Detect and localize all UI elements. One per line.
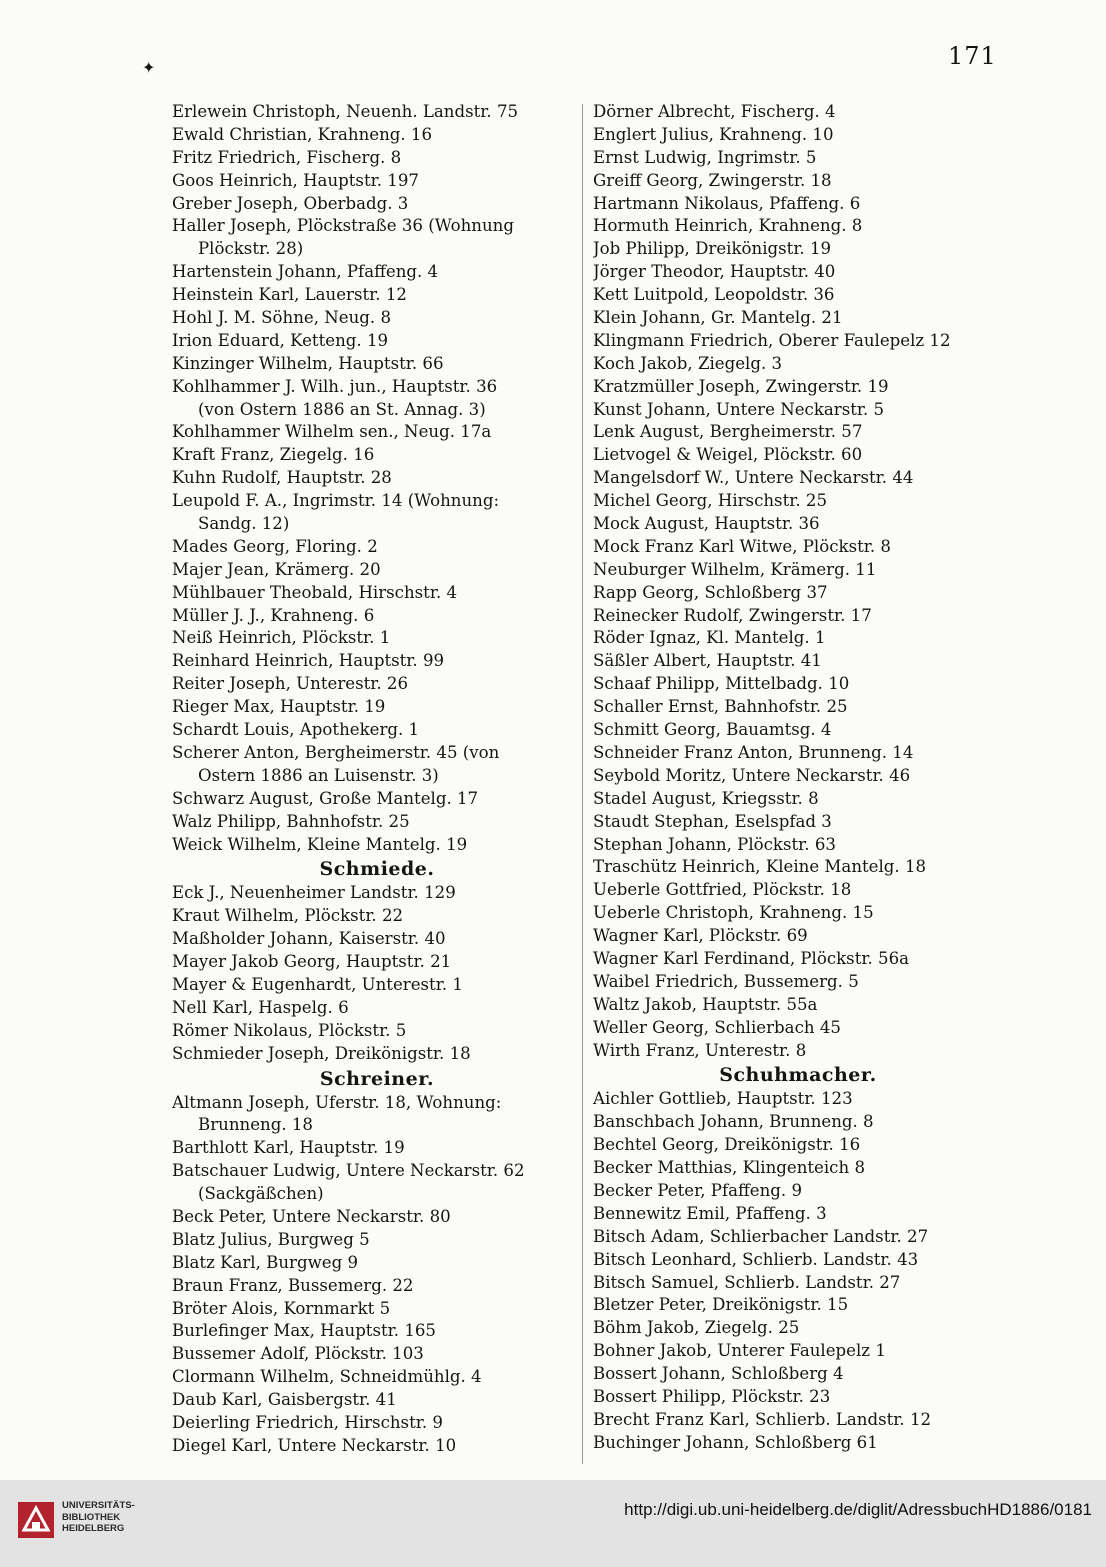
directory-entry: Haller Joseph, Plöckstraße 36 (Wohnung: [172, 216, 514, 236]
directory-entry: Kett Luitpold, Leopoldstr. 36: [593, 285, 835, 305]
directory-entry: Staudt Stephan, Eselspfad 3: [593, 811, 832, 831]
directory-entry: Becker Peter, Pfaffeng. 9: [593, 1180, 803, 1200]
directory-entry: Kohlhammer Wilhelm sen., Neug. 17a: [172, 422, 492, 442]
directory-entry: Mock Franz Karl Witwe, Plöckstr. 8: [593, 536, 891, 556]
directory-entry: Hartenstein Johann, Pfaffeng. 4: [172, 262, 439, 282]
directory-entry: Römer Nikolaus, Plöckstr. 5: [172, 1020, 407, 1040]
directory-entry: Diegel Karl, Untere Neckarstr. 10: [172, 1435, 457, 1455]
directory-entry: Reiter Joseph, Unterestr. 26: [172, 674, 409, 694]
directory-entry: Mayer & Eugenhardt, Unterestr. 1: [172, 974, 463, 994]
directory-entry: Kratzmüller Joseph, Zwingerstr. 19: [593, 376, 889, 396]
directory-entry: Kuhn Rudolf, Hauptstr. 28: [172, 468, 392, 488]
directory-entry: Mühlbauer Theobald, Hirschstr. 4: [172, 582, 458, 602]
column-divider: [582, 104, 583, 1464]
directory-entry: Koch Jakob, Ziegelg. 3: [593, 353, 783, 373]
directory-entry: Fritz Friedrich, Fischerg. 8: [172, 147, 402, 167]
directory-entry: Neiß Heinrich, Plöckstr. 1: [172, 628, 391, 648]
directory-entry: Batschauer Ludwig, Untere Neckarstr. 62: [172, 1161, 525, 1181]
directory-entry: Bletzer Peter, Dreikönigstr. 15: [593, 1295, 849, 1315]
directory-entry: Leupold F. A., Ingrimstr. 14 (Wohnung:: [172, 491, 500, 511]
directory-entry: Böhm Jakob, Ziegelg. 25: [593, 1318, 800, 1338]
directory-entry: Schneider Franz Anton, Brunneng. 14: [593, 742, 914, 762]
permalink-url[interactable]: http://digi.ub.uni-heidelberg.de/diglit/AdressbuchHD1886/0181: [624, 1500, 1092, 1519]
directory-entry: Heinstein Karl, Lauerstr. 12: [172, 285, 407, 305]
directory-entry: Becker Matthias, Klingenteich 8: [593, 1158, 865, 1178]
directory-entry: Ueberle Gottfried, Plöckstr. 18: [593, 880, 852, 900]
directory-entry: Kraft Franz, Ziegelg. 16: [172, 445, 375, 465]
directory-entry: Müller J. J., Krahneng. 6: [172, 605, 375, 625]
directory-entry: Schaaf Philipp, Mittelbadg. 10: [593, 674, 850, 694]
directory-entry: Mayer Jakob Georg, Hauptstr. 21: [172, 952, 452, 972]
library-name-line: UNIVERSITÄTS-: [62, 1500, 135, 1511]
directory-entry: Beck Peter, Untere Neckarstr. 80: [172, 1206, 451, 1226]
directory-entry: Deierling Friedrich, Hirschstr. 9: [172, 1412, 443, 1432]
directory-entry: Brecht Franz Karl, Schlierb. Landstr. 12: [593, 1409, 932, 1429]
directory-entry: Ueberle Christoph, Krahneng. 15: [593, 903, 874, 923]
corner-mark: ✦: [142, 58, 156, 77]
directory-entry: Lenk August, Bergheimerstr. 57: [593, 422, 863, 442]
directory-entry: Schardt Louis, Apothekerg. 1: [172, 720, 420, 740]
directory-entry: Kohlhammer J. Wilh. jun., Hauptstr. 36: [172, 376, 498, 396]
directory-entry: Eck J., Neuenheimer Landstr. 129: [172, 883, 456, 903]
directory-entry: Scherer Anton, Bergheimerstr. 45 (von: [172, 742, 500, 762]
library-name-line: HEIDELBERG: [62, 1523, 125, 1534]
directory-entry: Brunneng. 18: [198, 1115, 313, 1135]
directory-entry: Mades Georg, Floring. 2: [172, 536, 378, 556]
directory-entry: Röder Ignaz, Kl. Mantelg. 1: [593, 628, 826, 648]
directory-entry: Mangelsdorf W., Untere Neckarstr. 44: [593, 468, 914, 488]
directory-entry: Schaller Ernst, Bahnhofstr. 25: [593, 697, 848, 717]
directory-entry: Braun Franz, Bussemerg. 22: [172, 1275, 414, 1295]
directory-entry: Dörner Albrecht, Fischerg. 4: [593, 102, 836, 121]
directory-entry: Wirth Franz, Unterestr. 8: [593, 1040, 807, 1060]
directory-entry: Rieger Max, Hauptstr. 19: [172, 697, 386, 717]
directory-entry: Kraut Wilhelm, Plöckstr. 22: [172, 906, 404, 926]
right-column: [593, 101, 1003, 1455]
directory-entry: Majer Jean, Krämerg. 20: [172, 559, 381, 579]
directory-entry: Kunst Johann, Untere Neckarstr. 5: [593, 399, 885, 419]
directory-entry: Goos Heinrich, Hauptstr. 197: [172, 170, 419, 190]
directory-entry: Hartmann Nikolaus, Pfaffeng. 6: [593, 193, 861, 213]
library-logo[interactable]: [16, 1496, 146, 1552]
directory-entry: Schmitt Georg, Bauamtsg. 4: [593, 720, 832, 740]
directory-entry: Reinecker Rudolf, Zwingerstr. 17: [593, 605, 872, 625]
directory-entry: Irion Eduard, Ketteng. 19: [172, 330, 389, 350]
directory-entry: Seybold Moritz, Untere Neckarstr. 46: [593, 765, 911, 785]
directory-entry: Reinhard Heinrich, Hauptstr. 99: [172, 651, 445, 671]
directory-entry: Michel Georg, Hirschstr. 25: [593, 491, 828, 511]
directory-entry: Bennewitz Emil, Pfaffeng. 3: [593, 1203, 827, 1223]
directory-entry: Klingmann Friedrich, Oberer Faulepelz 12: [593, 330, 951, 350]
library-name: [62, 1500, 135, 1535]
section-heading: Schuhmacher.: [719, 1064, 877, 1087]
directory-entry: Klein Johann, Gr. Mantelg. 21: [593, 308, 843, 328]
directory-entry: Bossert Philipp, Plöckstr. 23: [593, 1386, 831, 1406]
directory-entry: Bitsch Leonhard, Schlierb. Landstr. 43: [593, 1249, 919, 1269]
directory-entry: Burlefinger Max, Hauptstr. 165: [172, 1321, 436, 1341]
directory-entry: Ewald Christian, Krahneng. 16: [172, 124, 433, 144]
directory-entry: Rapp Georg, Schloßberg 37: [593, 582, 828, 602]
section-heading: Schmiede.: [319, 858, 435, 881]
directory-entry: Bitsch Samuel, Schlierb. Landstr. 27: [593, 1272, 901, 1292]
directory-entry: Bohner Jakob, Unterer Faulepelz 1: [593, 1341, 886, 1361]
directory-entry: Aichler Gottlieb, Hauptstr. 123: [593, 1089, 853, 1109]
directory-entry: Plöckstr. 28): [198, 239, 304, 259]
viewer-footer: [0, 1480, 1106, 1567]
directory-entry: Bossert Johann, Schloßberg 4: [593, 1364, 844, 1384]
directory-entry: Weller Georg, Schlierbach 45: [593, 1017, 841, 1037]
directory-entry: Blatz Julius, Burgweg 5: [172, 1229, 370, 1249]
directory-entry: Erlewein Christoph, Neuenh. Landstr. 75: [172, 102, 519, 121]
directory-entry: Greber Joseph, Oberbadg. 3: [172, 193, 409, 213]
directory-entry: Waltz Jakob, Hauptstr. 55a: [593, 994, 818, 1014]
directory-entry: Sandg. 12): [198, 514, 290, 534]
directory-entry: Blatz Karl, Burgweg 9: [172, 1252, 359, 1272]
directory-entry: Banschbach Johann, Brunneng. 8: [593, 1112, 874, 1132]
directory-entry: Hohl J. M. Söhne, Neug. 8: [172, 308, 392, 328]
directory-entry: Hormuth Heinrich, Krahneng. 8: [593, 216, 863, 236]
directory-entry: Mock August, Hauptstr. 36: [593, 514, 820, 534]
directory-entry: Lietvogel & Weigel, Plöckstr. 60: [593, 445, 863, 465]
directory-entry: Altmann Joseph, Uferstr. 18, Wohnung:: [172, 1092, 502, 1112]
directory-entry: Wagner Karl Ferdinand, Plöckstr. 56a: [593, 948, 910, 968]
directory-entry: Wagner Karl, Plöckstr. 69: [593, 926, 808, 946]
section-heading: Schreiner.: [319, 1067, 435, 1090]
directory-entry: Bitsch Adam, Schlierbacher Landstr. 27: [593, 1226, 929, 1246]
library-seal-icon: [16, 1500, 56, 1540]
directory-entry: Daub Karl, Gaisbergstr. 41: [172, 1390, 397, 1410]
directory-entry: Kinzinger Wilhelm, Hauptstr. 66: [172, 353, 444, 373]
directory-entry: Ostern 1886 an Luisenstr. 3): [198, 765, 439, 785]
directory-entry: Stephan Johann, Plöckstr. 63: [593, 834, 836, 854]
directory-entry: Walz Philipp, Bahnhofstr. 25: [172, 811, 410, 831]
directory-entry: Jörger Theodor, Hauptstr. 40: [593, 262, 836, 282]
page-number: 171: [948, 42, 997, 70]
directory-entry: Greiff Georg, Zwingerstr. 18: [593, 170, 832, 190]
directory-entry: Weick Wilhelm, Kleine Mantelg. 19: [172, 834, 468, 854]
directory-entry: Buchinger Johann, Schloßberg 61: [593, 1432, 878, 1452]
directory-entry: Barthlott Karl, Hauptstr. 19: [172, 1138, 405, 1158]
directory-entry: Bussemer Adolf, Plöckstr. 103: [172, 1344, 424, 1364]
directory-entry: Ernst Ludwig, Ingrimstr. 5: [593, 147, 817, 167]
directory-entry: (von Ostern 1886 an St. Annag. 3): [198, 399, 486, 419]
directory-entry: Waibel Friedrich, Bussemerg. 5: [593, 971, 859, 991]
directory-entry: (Sackgäßchen): [198, 1184, 324, 1204]
directory-entry: Bröter Alois, Kornmarkt 5: [172, 1298, 391, 1318]
library-name-line: BIBLIOTHEK: [62, 1511, 121, 1523]
directory-entry: Stadel August, Kriegsstr. 8: [593, 788, 819, 808]
directory-entry: Job Philipp, Dreikönigstr. 19: [593, 239, 832, 259]
directory-entry: Bechtel Georg, Dreikönigstr. 16: [593, 1135, 861, 1155]
directory-entry: Maßholder Johann, Kaiserstr. 40: [172, 929, 446, 949]
directory-entry: Englert Julius, Krahneng. 10: [593, 124, 834, 144]
directory-entry: Traschütz Heinrich, Kleine Mantelg. 18: [593, 857, 927, 877]
left-column: [172, 101, 582, 1458]
directory-entry: Nell Karl, Haspelg. 6: [172, 997, 349, 1017]
directory-entry: Schmieder Joseph, Dreikönigstr. 18: [172, 1043, 471, 1063]
directory-entry: Säßler Albert, Hauptstr. 41: [593, 651, 822, 671]
directory-entry: Clormann Wilhelm, Schneidmühlg. 4: [172, 1367, 482, 1387]
directory-entry: Neuburger Wilhelm, Krämerg. 11: [593, 559, 877, 579]
directory-entry: Schwarz August, Große Mantelg. 17: [172, 788, 479, 808]
